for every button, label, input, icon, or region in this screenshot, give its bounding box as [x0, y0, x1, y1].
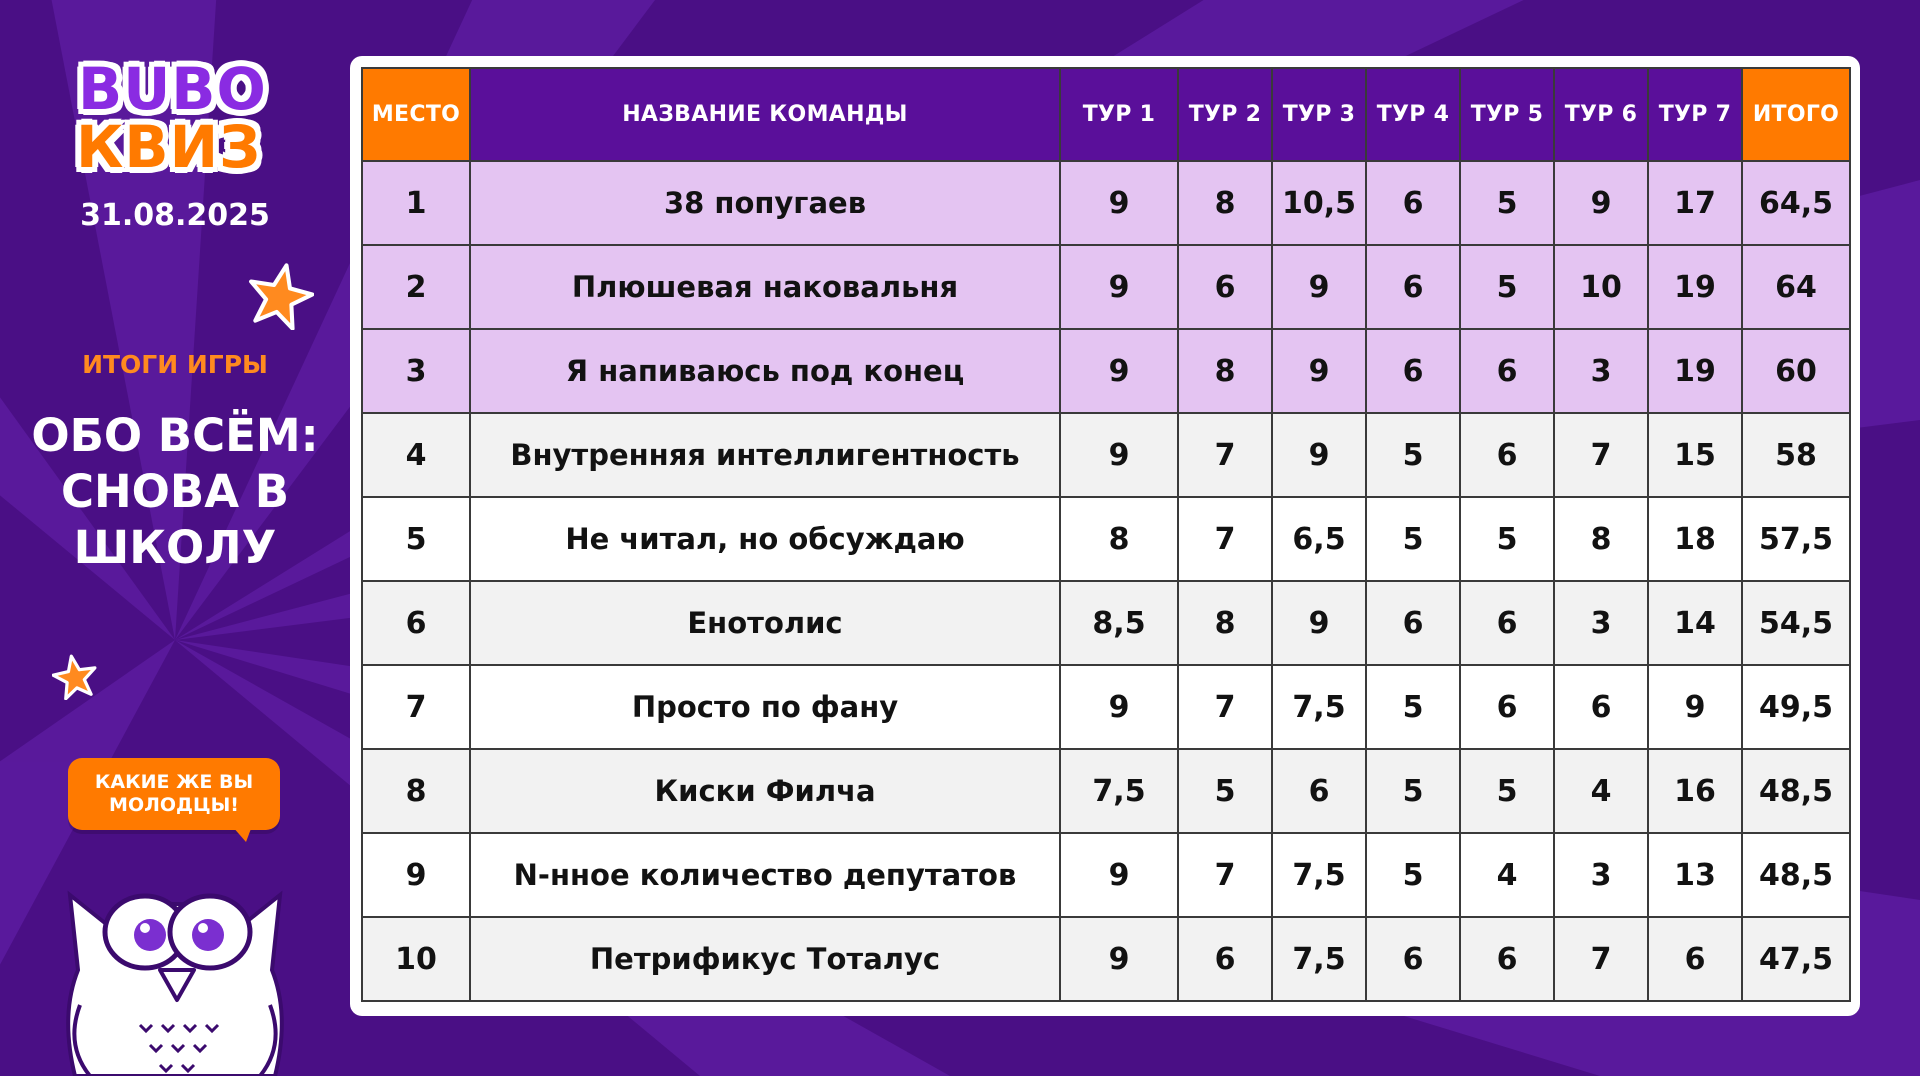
cell-round-4: 6 — [1366, 581, 1460, 665]
cell-round-3: 10,5 — [1272, 161, 1366, 245]
cell-round-7: 17 — [1648, 161, 1742, 245]
small-star-icon — [52, 654, 98, 700]
cell-round-4: 6 — [1366, 245, 1460, 329]
cell-round-2: 8 — [1178, 161, 1272, 245]
cell-team-name: Киски Филча — [470, 749, 1060, 833]
cell-round-2: 8 — [1178, 329, 1272, 413]
cell-round-4: 5 — [1366, 497, 1460, 581]
header-round-6: ТУР 6 — [1554, 68, 1648, 161]
table-row — [362, 749, 1850, 833]
cell-round-3: 6 — [1272, 749, 1366, 833]
results-body — [362, 161, 1850, 1001]
cell-round-1: 8,5 — [1060, 581, 1178, 665]
cell-team-name: Плюшевая наковальня — [470, 245, 1060, 329]
congrats-badge: КАКИЕ ЖЕ ВЫ МОЛОДЦЫ! — [68, 758, 280, 830]
header-round-3: ТУР 3 — [1272, 68, 1366, 161]
cell-round-4: 5 — [1366, 413, 1460, 497]
cell-round-4: 6 — [1366, 917, 1460, 1001]
cell-round-3: 9 — [1272, 581, 1366, 665]
cell-round-2: 5 — [1178, 749, 1272, 833]
cell-place: 7 — [362, 665, 470, 749]
star-icon — [246, 262, 314, 330]
cell-round-4: 5 — [1366, 833, 1460, 917]
table-header-row — [362, 68, 1850, 161]
cell-round-2: 7 — [1178, 413, 1272, 497]
cell-round-7: 18 — [1648, 497, 1742, 581]
cell-round-3: 9 — [1272, 413, 1366, 497]
cell-total: 57,5 — [1742, 497, 1850, 581]
cell-round-1: 9 — [1060, 245, 1178, 329]
badge-tail — [232, 826, 252, 842]
bubo-quiz-logo — [66, 54, 281, 184]
cell-round-6: 9 — [1554, 161, 1648, 245]
cell-round-5: 5 — [1460, 245, 1554, 329]
cell-team-name: Не читал, но обсуждаю — [470, 497, 1060, 581]
cell-total: 47,5 — [1742, 917, 1850, 1001]
table-row — [362, 497, 1850, 581]
cell-round-3: 7,5 — [1272, 665, 1366, 749]
cell-team-name: Я напиваюсь под конец — [470, 329, 1060, 413]
cell-team-name: Внутренняя интеллигентность — [470, 413, 1060, 497]
cell-team-name: Петрификус Тоталус — [470, 917, 1060, 1001]
cell-round-6: 4 — [1554, 749, 1648, 833]
cell-round-3: 9 — [1272, 329, 1366, 413]
logo-kviz-text: КВИЗ — [76, 113, 262, 181]
cell-round-7: 6 — [1648, 917, 1742, 1001]
results-label: ИТОГИ ИГРЫ — [82, 350, 268, 379]
header-round-1: ТУР 1 — [1060, 68, 1178, 161]
cell-round-4: 6 — [1366, 161, 1460, 245]
cell-round-1: 8 — [1060, 497, 1178, 581]
cell-round-5: 5 — [1460, 749, 1554, 833]
cell-place: 9 — [362, 833, 470, 917]
table-row — [362, 161, 1850, 245]
cell-round-7: 13 — [1648, 833, 1742, 917]
cell-round-1: 9 — [1060, 833, 1178, 917]
cell-round-4: 5 — [1366, 749, 1460, 833]
cell-round-7: 15 — [1648, 413, 1742, 497]
cell-place: 3 — [362, 329, 470, 413]
cell-round-5: 6 — [1460, 917, 1554, 1001]
cell-place: 4 — [362, 413, 470, 497]
cell-round-1: 9 — [1060, 917, 1178, 1001]
cell-team-name: N-нное количество депутатов — [470, 833, 1060, 917]
owl-mascot-icon — [50, 875, 300, 1076]
cell-round-2: 7 — [1178, 665, 1272, 749]
cell-total: 54,5 — [1742, 581, 1850, 665]
cell-place: 1 — [362, 161, 470, 245]
cell-round-3: 7,5 — [1272, 917, 1366, 1001]
cell-round-4: 5 — [1366, 665, 1460, 749]
cell-round-1: 7,5 — [1060, 749, 1178, 833]
cell-total: 58 — [1742, 413, 1850, 497]
cell-place: 5 — [362, 497, 470, 581]
table-row — [362, 581, 1850, 665]
table-row — [362, 329, 1850, 413]
header-round-7: ТУР 7 — [1648, 68, 1742, 161]
cell-round-1: 9 — [1060, 329, 1178, 413]
event-date: 31.08.2025 — [80, 198, 270, 233]
cell-round-5: 6 — [1460, 329, 1554, 413]
cell-round-1: 9 — [1060, 413, 1178, 497]
cell-total: 64,5 — [1742, 161, 1850, 245]
cell-round-6: 7 — [1554, 413, 1648, 497]
cell-round-4: 6 — [1366, 329, 1460, 413]
header-round-2: ТУР 2 — [1178, 68, 1272, 161]
header-round-5: ТУР 5 — [1460, 68, 1554, 161]
cell-place: 8 — [362, 749, 470, 833]
cell-team-name: Енотолис — [470, 581, 1060, 665]
cell-round-6: 6 — [1554, 665, 1648, 749]
table-row — [362, 245, 1850, 329]
cell-round-6: 3 — [1554, 581, 1648, 665]
table-row — [362, 665, 1850, 749]
table-row — [362, 833, 1850, 917]
cell-team-name: 38 попугаев — [470, 161, 1060, 245]
header-total: ИТОГО — [1742, 68, 1850, 161]
header-round-4: ТУР 4 — [1366, 68, 1460, 161]
table-row — [362, 413, 1850, 497]
cell-round-1: 9 — [1060, 665, 1178, 749]
cell-round-2: 6 — [1178, 917, 1272, 1001]
cell-round-3: 6,5 — [1272, 497, 1366, 581]
cell-round-5: 6 — [1460, 581, 1554, 665]
cell-round-6: 8 — [1554, 497, 1648, 581]
cell-place: 10 — [362, 917, 470, 1001]
cell-round-6: 7 — [1554, 917, 1648, 1001]
table-row — [362, 917, 1850, 1001]
cell-round-7: 16 — [1648, 749, 1742, 833]
cell-round-7: 14 — [1648, 581, 1742, 665]
cell-round-6: 3 — [1554, 329, 1648, 413]
cell-round-5: 6 — [1460, 413, 1554, 497]
sidebar — [0, 0, 350, 1076]
cell-round-6: 10 — [1554, 245, 1648, 329]
cell-round-5: 5 — [1460, 161, 1554, 245]
header-place: МЕСТО — [362, 68, 470, 161]
cell-round-2: 8 — [1178, 581, 1272, 665]
cell-round-7: 19 — [1648, 329, 1742, 413]
cell-round-2: 7 — [1178, 833, 1272, 917]
results-table — [361, 67, 1851, 1002]
cell-total: 60 — [1742, 329, 1850, 413]
cell-team-name: Просто по фану — [470, 665, 1060, 749]
header-team-name: НАЗВАНИЕ КОМАНДЫ — [470, 68, 1060, 161]
cell-round-3: 9 — [1272, 245, 1366, 329]
cell-round-7: 9 — [1648, 665, 1742, 749]
cell-round-5: 6 — [1460, 665, 1554, 749]
logo-bubo-text: BUBO — [78, 55, 267, 123]
cell-total: 49,5 — [1742, 665, 1850, 749]
cell-total: 48,5 — [1742, 833, 1850, 917]
cell-round-2: 7 — [1178, 497, 1272, 581]
cell-round-3: 7,5 — [1272, 833, 1366, 917]
cell-round-5: 5 — [1460, 497, 1554, 581]
cell-round-2: 6 — [1178, 245, 1272, 329]
cell-round-7: 19 — [1648, 245, 1742, 329]
cell-total: 48,5 — [1742, 749, 1850, 833]
game-title: ОБО ВСЁМ: СНОВА В ШКОЛУ — [31, 409, 319, 574]
cell-total: 64 — [1742, 245, 1850, 329]
cell-place: 6 — [362, 581, 470, 665]
cell-round-1: 9 — [1060, 161, 1178, 245]
cell-round-6: 3 — [1554, 833, 1648, 917]
cell-place: 2 — [362, 245, 470, 329]
cell-round-5: 4 — [1460, 833, 1554, 917]
